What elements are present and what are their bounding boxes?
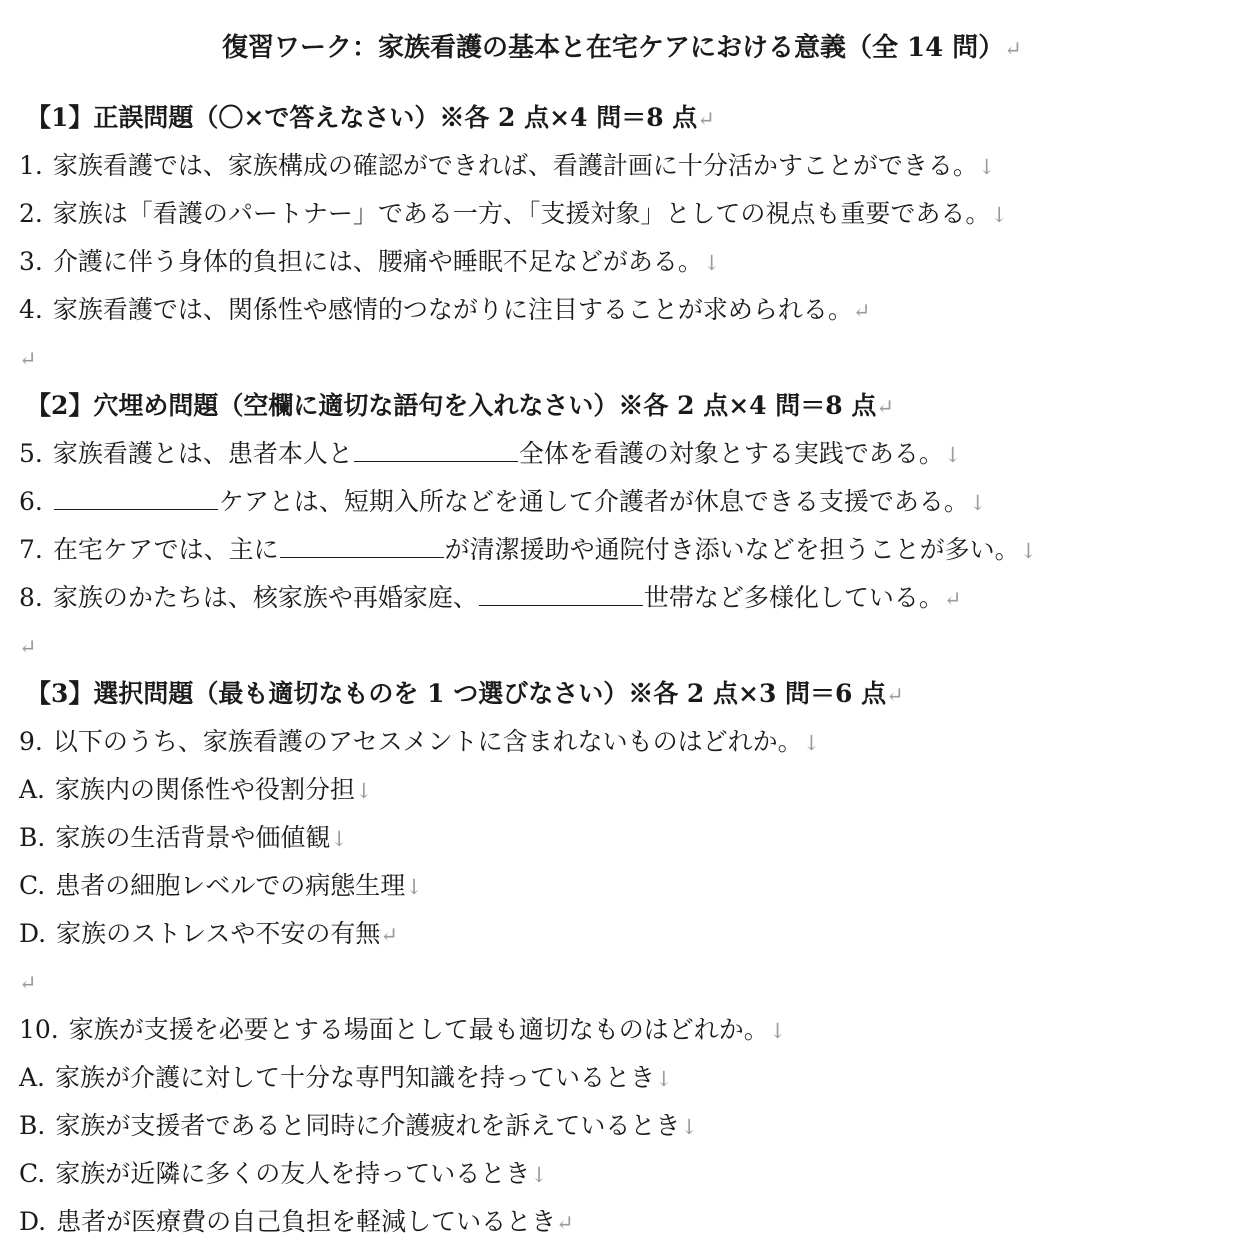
question-text-after: ケアとは、短期入所などを通して介護者が休息できる支援である。 xyxy=(218,487,969,516)
question-7 xyxy=(19,533,1037,568)
line-break-mark: ↓ xyxy=(990,203,1008,227)
question-text: 以下のうち、家族看護のアセスメントに含まれないものはどれか。 xyxy=(52,727,803,756)
question-text: 介護に伴う身体的負担には、腰痛や睡眠不足などがある。 xyxy=(52,247,703,276)
question-text-before: 家族看護とは、患者本人と xyxy=(52,439,353,468)
option-label: D. xyxy=(19,1207,47,1236)
paragraph-mark: ↵ xyxy=(19,635,37,659)
section-1-heading-text: 【1】正誤問題（〇×で答えなさい）※各 2 点×4 問＝8 点 xyxy=(26,103,698,132)
option-label: C. xyxy=(19,871,46,900)
line-break-mark: ↓ xyxy=(968,491,987,515)
question-2 xyxy=(19,197,1008,232)
line-break-mark: ↓ xyxy=(977,155,996,179)
paragraph-mark: ↵ xyxy=(556,1211,574,1235)
question-4 xyxy=(19,293,870,328)
question-3 xyxy=(19,245,720,280)
option-d xyxy=(19,917,398,952)
question-8 xyxy=(19,581,962,616)
option-c xyxy=(19,1157,548,1192)
question-number: 10. xyxy=(19,1015,59,1044)
line-break-mark: ↓ xyxy=(680,1115,698,1139)
question-number: 8. xyxy=(19,583,43,612)
option-text: 家族の生活背景や価値観 xyxy=(55,823,331,852)
worksheet-title xyxy=(222,30,1022,67)
line-break-mark: ↓ xyxy=(802,731,821,755)
question-number: 2. xyxy=(19,199,43,228)
option-label: A. xyxy=(19,775,46,804)
option-b xyxy=(19,1109,698,1144)
option-label: B. xyxy=(19,823,46,852)
question-10 xyxy=(19,1013,786,1048)
question-1 xyxy=(19,149,995,184)
paragraph-mark: ↵ xyxy=(852,299,871,323)
option-label: B. xyxy=(19,1111,46,1140)
question-5 xyxy=(19,437,962,472)
paragraph-mark: ↵ xyxy=(876,395,894,419)
paragraph-mark: ↵ xyxy=(697,107,715,131)
question-number: 7. xyxy=(19,535,43,564)
line-break-mark: ↓ xyxy=(943,443,962,467)
line-break-mark: ↓ xyxy=(768,1019,787,1043)
paragraph-mark: ↵ xyxy=(19,971,37,995)
option-b xyxy=(19,821,348,856)
paragraph-mark: ↵ xyxy=(886,683,904,707)
option-text: 家族が介護に対して十分な専門知識を持っているとき xyxy=(55,1063,656,1092)
line-break-mark: ↓ xyxy=(702,251,721,275)
paragraph-mark: ↵ xyxy=(943,587,962,611)
option-text: 家族内の関係性や役割分担 xyxy=(55,775,356,804)
question-text-before: 家族のかたちは、核家族や再婚家庭、 xyxy=(52,583,478,612)
line-break-mark: ↓ xyxy=(655,1067,673,1091)
question-number: 1. xyxy=(19,151,43,180)
paragraph-mark: ↵ xyxy=(1004,37,1022,61)
answer-blank[interactable] xyxy=(280,533,444,558)
section-3-heading xyxy=(26,677,904,712)
question-text-after: 全体を看護の対象とする実践である。 xyxy=(518,439,944,468)
question-text: 家族が支援を必要とする場面として最も適切なものはどれか。 xyxy=(68,1015,769,1044)
empty-paragraph xyxy=(19,629,37,664)
question-number: 3. xyxy=(19,247,43,276)
option-text: 家族が支援者であると同時に介護疲れを訴えているとき xyxy=(55,1111,681,1140)
empty-paragraph xyxy=(19,341,37,376)
answer-blank[interactable] xyxy=(54,485,218,510)
answer-blank[interactable] xyxy=(479,581,643,606)
question-text-before: 在宅ケアでは、主に xyxy=(52,535,279,564)
question-text-after: 世帯など多様化している。 xyxy=(643,583,944,612)
section-3-heading-text: 【3】選択問題（最も適切なものを 1 つ選びなさい）※各 2 点×3 問＝6 点 xyxy=(26,679,887,708)
option-d xyxy=(19,1205,574,1240)
option-text: 家族のストレスや不安の有無 xyxy=(56,919,381,948)
option-text: 患者の細胞レベルでの病態生理 xyxy=(55,871,406,900)
line-break-mark: ↓ xyxy=(405,875,423,899)
option-a xyxy=(19,773,373,808)
question-6 xyxy=(19,485,986,520)
question-9 xyxy=(19,725,820,760)
question-text: 家族看護では、関係性や感情的つながりに注目することが求められる。 xyxy=(52,295,853,324)
section-2-heading xyxy=(26,389,894,424)
question-text: 家族は「看護のパートナー」である一方、「支援対象」としての視点も重要である。 xyxy=(52,199,991,228)
section-2-heading-text: 【2】穴埋め問題（空欄に適切な語句を入れなさい）※各 2 点×4 問＝8 点 xyxy=(26,391,877,420)
option-label: C. xyxy=(19,1159,46,1188)
question-text: 家族看護では、家族構成の確認ができれば、看護計画に十分活かすことができる。 xyxy=(52,151,978,180)
title-text: 復習ワーク：家族看護の基本と在宅ケアにおける意義（全 14 問） xyxy=(222,33,1005,63)
paragraph-mark: ↵ xyxy=(19,347,37,371)
option-text: 患者が医療費の自己負担を軽減しているとき xyxy=(56,1207,557,1236)
option-a xyxy=(19,1061,673,1096)
section-1-heading xyxy=(26,101,715,136)
option-label: D. xyxy=(19,919,47,948)
answer-blank[interactable] xyxy=(354,437,518,462)
line-break-mark: ↓ xyxy=(355,779,373,803)
line-break-mark: ↓ xyxy=(330,827,348,851)
question-number: 4. xyxy=(19,295,43,324)
question-number: 5. xyxy=(19,439,43,468)
question-number: 6. xyxy=(19,487,43,516)
line-break-mark: ↓ xyxy=(530,1163,548,1187)
question-number: 9. xyxy=(19,727,43,756)
option-text: 家族が近隣に多くの友人を持っているとき xyxy=(55,1159,531,1188)
line-break-mark: ↓ xyxy=(1019,539,1038,563)
option-label: A. xyxy=(19,1063,46,1092)
empty-paragraph xyxy=(19,965,37,1000)
option-c xyxy=(19,869,423,904)
question-text-after: が清潔援助や通院付き添いなどを担うことが多い。 xyxy=(444,535,1020,564)
paragraph-mark: ↵ xyxy=(380,923,398,947)
